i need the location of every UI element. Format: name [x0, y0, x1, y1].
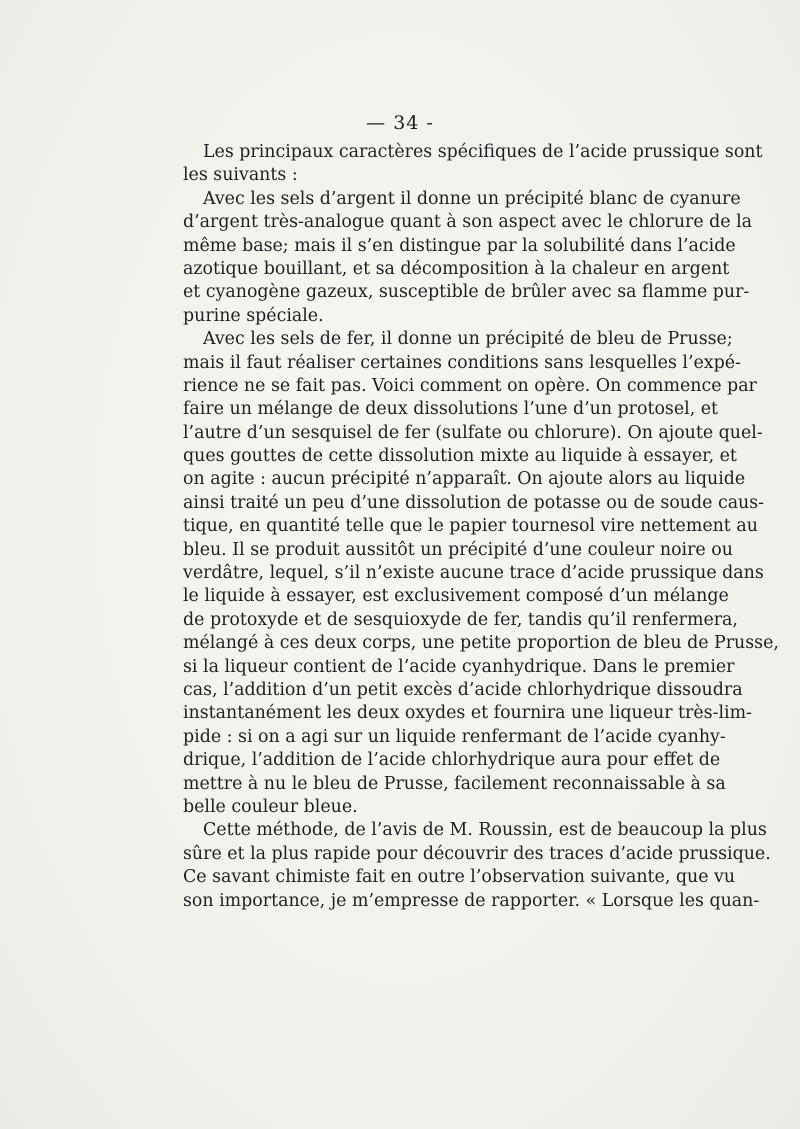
text-line: d’argent très-analogue quant à son aspect avec le chlorure de la [183, 212, 753, 233]
text-line: verdâtre, lequel, s’il n’existe aucune trace d’acide prussique dans [183, 563, 764, 584]
text-line: son importance, je m’empresse de rapporter. « Lorsque les quan- [183, 890, 760, 911]
text-line: si la liqueur contient de l’acide cyanhydrique. Dans le premier [183, 656, 735, 677]
text-line: mais il faut réaliser certaines conditions sans lesquelles l’expé- [183, 352, 741, 373]
text-line: même base; mais il s’en distingue par la solubilité dans l’acide [183, 235, 736, 256]
text-line: sûre et la plus rapide pour découvrir des traces d’acide prussique. [183, 843, 771, 864]
text-line: bleu. Il se produit aussitôt un précipité d’une couleur noire ou [183, 539, 733, 560]
page-number: — 34 - [366, 112, 434, 134]
text-line: de protoxyde et de sesquioxyde de fer, tandis qu’il renfermera, [183, 609, 738, 630]
text-line: on agite : aucun précipité n’apparaît. On ajoute alors au liquide [183, 469, 746, 490]
text-line: Avec les sels d’argent il donne un précipité blanc de cyanure [203, 188, 741, 209]
text-line: purine spéciale. [183, 305, 324, 326]
text-line: belle couleur bleue. [183, 796, 358, 817]
text-line: azotique bouillant, et sa décomposition à la chaleur en argent [183, 258, 730, 279]
text-line: Les principaux caractères spécifiques de l’acide prussique sont [203, 142, 763, 162]
text-line: les suivants : [183, 165, 298, 186]
text-line: tique, en quantité telle que le papier tournesol vire nettement au [183, 516, 758, 537]
text-line: instantanément les deux oxydes et fournira une liqueur très-lim- [183, 703, 752, 724]
text-line: rience ne se fait pas. Voici comment on opère. On commence par [183, 375, 757, 396]
text-line: ainsi traité un peu d’une dissolution de potasse ou de soude caus- [183, 492, 765, 513]
text-line: Avec les sels de fer, il donne un précipité de bleu de Prusse; [203, 329, 733, 350]
text-line: faire un mélange de deux dissolutions l’une d’un protosel, et [183, 399, 719, 420]
text-line: mettre à nu le bleu de Prusse, facilement reconnaissable à sa [183, 773, 726, 794]
text-line: cas, l’addition d’un petit excès d’acide chlorhydrique dissoudra [183, 679, 743, 700]
text-line: mélangé à ces deux corps, une petite proportion de bleu de Prusse, [183, 633, 779, 654]
text-line: drique, l’addition de l’acide chlorhydrique aura pour effet de [183, 750, 721, 771]
text-line: ques gouttes de cette dissolution mixte au liquide à essayer, et [183, 446, 737, 467]
text-line: et cyanogène gazeux, susceptible de brûler avec sa flamme pur- [183, 282, 750, 303]
body-text [183, 141, 779, 913]
text-line: pide : si on a agi sur un liquide renfermant de l’acide cyanhy- [183, 726, 726, 747]
text-line: le liquide à essayer, est exclusivement composé d’un mélange [183, 586, 729, 607]
text-line: l’autre d’un sesquisel de fer (sulfate ou chlorure). On ajoute quel- [183, 422, 763, 443]
text-line: Ce savant chimiste fait en outre l’observation suivante, que vu [183, 867, 736, 888]
text-line: Cette méthode, de l’avis de M. Roussin, est de beaucoup la plus [203, 820, 767, 841]
